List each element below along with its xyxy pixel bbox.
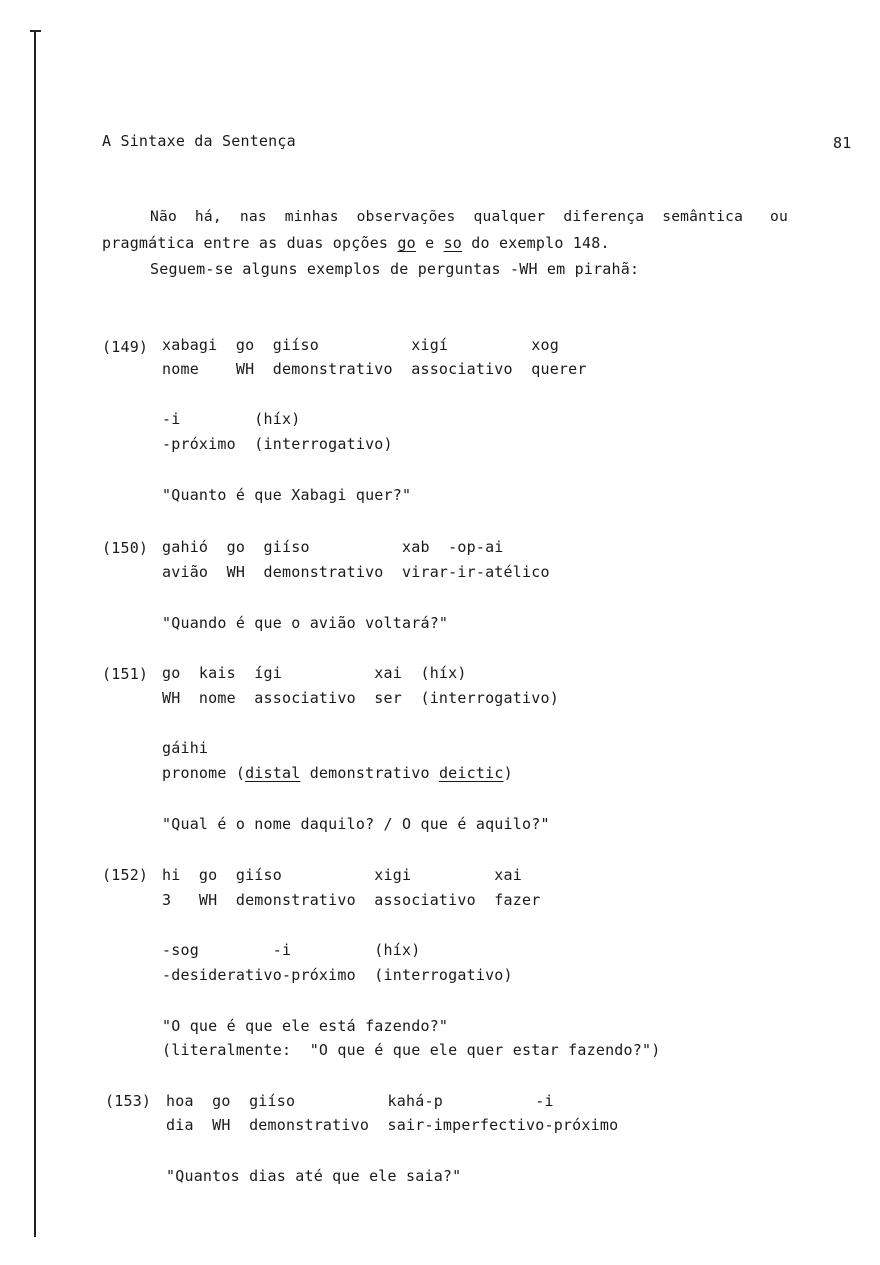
example-line: -desiderativo-próximo (interrogativo) — [162, 966, 513, 984]
example-line: -próximo (interrogativo) — [162, 435, 393, 453]
example-translation: "O que é que ele está fazendo?" — [162, 1017, 449, 1035]
example-line: -i (híx) — [162, 410, 301, 428]
term-deictic: deictic — [438, 764, 504, 782]
example-line: xabagi go giíso xigí xog — [162, 336, 559, 354]
example-line: go kais ígi xai (híx) — [162, 664, 467, 682]
example-translation: "Quantos dias até que ele saia?" — [166, 1167, 462, 1185]
intro-line-3: Seguem-se alguns exemplos de perguntas -WH em pirahã: — [150, 260, 640, 278]
binding-margin-line — [34, 32, 36, 1237]
example-line: hi go giíso xigi xai — [162, 866, 522, 884]
term-distal: distal — [245, 764, 301, 782]
term-so: so — [443, 234, 463, 252]
term-go: go — [397, 234, 416, 252]
example-translation: "Quando é que o avião voltará?" — [162, 614, 449, 632]
page-number: 81 — [833, 134, 852, 152]
running-title: A Sintaxe da Sentença — [102, 132, 296, 150]
intro-line-2: pragmática entre as duas opções go e so do exemplo 148. — [102, 234, 610, 252]
example-number: (152) — [102, 866, 149, 884]
example-translation: "Qual é o nome daquilo? / O que é aquilo?" — [162, 815, 550, 833]
example-line: dia WH demonstrativo sair-imperfectivo-próximo — [166, 1116, 619, 1134]
example-number: (149) — [102, 338, 149, 356]
example-line: WH nome associativo ser (interrogativo) — [162, 689, 559, 707]
example-translation: (literalmente: "O que é que ele quer estar fazendo?") — [162, 1041, 661, 1059]
example-line: -sog -i (híx) — [162, 941, 421, 959]
example-number: (153) — [105, 1092, 152, 1110]
example-line: nome WH demonstrativo associativo querer — [162, 360, 587, 378]
intro-line-1: Não há, nas minhas observações qualquer diferença semântica ou — [150, 208, 789, 225]
example-line: hoa go giíso kahá-p -i — [166, 1092, 554, 1110]
example-number: (150) — [102, 539, 149, 557]
example-line: pronome (distal demonstrativo deictic) — [162, 764, 513, 782]
example-translation: "Quanto é que Xabagi quer?" — [162, 486, 412, 504]
example-line: 3 WH demonstrativo associativo fazer — [162, 891, 541, 909]
example-line: gáihi — [162, 739, 209, 757]
example-number: (151) — [102, 665, 149, 683]
example-line: avião WH demonstrativo virar-ir-atélico — [162, 563, 550, 581]
example-line: gahió go giíso xab -op-ai — [162, 538, 504, 556]
